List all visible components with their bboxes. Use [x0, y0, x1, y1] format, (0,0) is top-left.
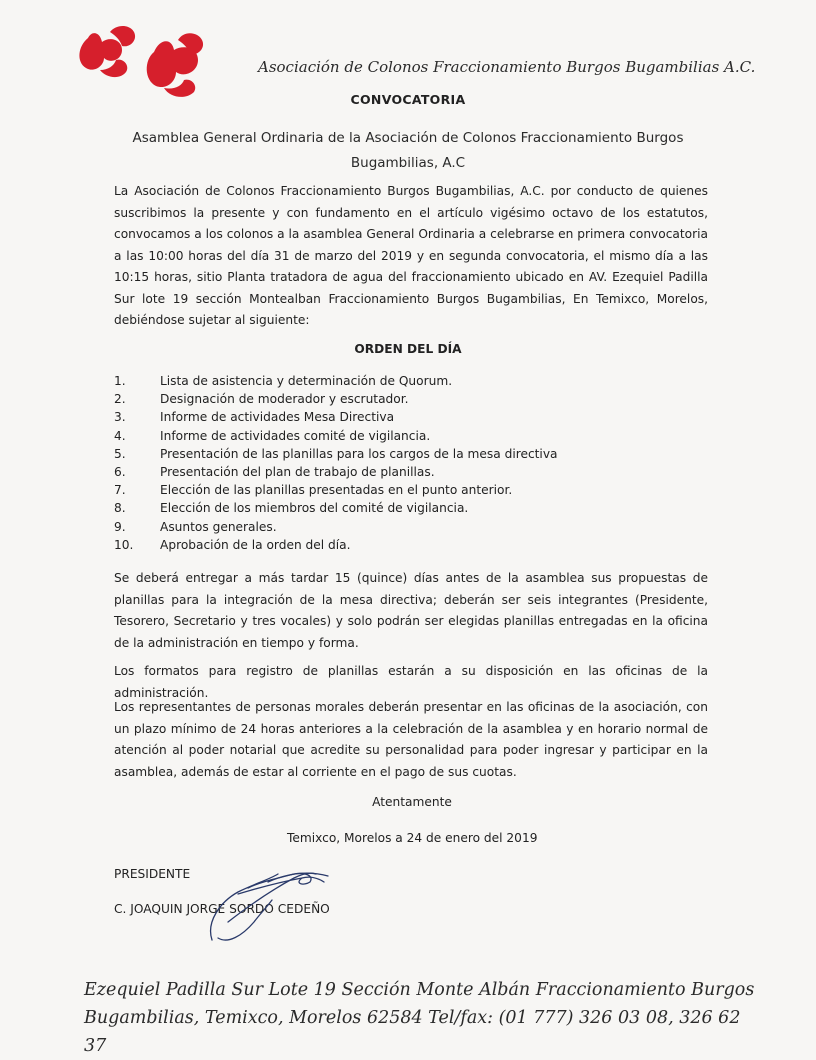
agenda-item — [114, 499, 634, 517]
footer-address — [84, 976, 764, 1060]
forms-paragraph: Los formatos para registro de planillas estarán a su disposición en las oficinas de la administración. — [114, 664, 708, 700]
document-subtitle — [120, 126, 696, 176]
agenda-item-text: Elección de las planillas presentadas en el punto anterior. — [160, 483, 513, 498]
submission-paragraph: Se deberá entregar a más tardar 15 (quince) días antes de la asamblea sus propuestas de planillas para la integración de la mesa directiva; deberán ser seis integrantes (Presidente, Tesorero, Secretario y tres vocales) y solo podrán ser elegidas planillas entregadas en la oficina de la administración en tiempo y forma. — [114, 571, 708, 650]
agenda-item-number: 4. — [114, 428, 126, 443]
intro-paragraph: La Asociación de Colonos Fraccionamiento Burgos Bugambilias, A.C. por conducto de quienes suscribimos la presente y con fundamento en el artículo vigésimo octavo de los estatutos, convocamos a los colonos a la asamblea General Ordinaria a celebrarse en primera convocatoria a las 10:00 horas del día 31 de marzo del 2019 y en segunda convocatoria, el mismo día a las 10:15 horas, sitio Planta tratadora de agua del fraccionamiento ubicado en AV. Ezequiel Padilla Sur lote 19 sección Montealban Fraccionamiento Burgos Bugambilias, En Temixco, Morelos, debiéndose sujetar al siguiente: — [114, 184, 708, 327]
agenda-item-number: 1. — [114, 374, 126, 388]
agenda-item — [114, 518, 634, 536]
agenda-item-text: Presentación de las planillas para los cargos de la mesa directiva — [160, 446, 558, 461]
agenda-item-number: 9. — [114, 519, 126, 534]
signer-role: PRESIDENTE — [114, 867, 191, 881]
footer-line: Ezequiel Padilla Sur Lote 19 Sección Monte Albán Fraccionamiento Burgos — [84, 980, 755, 1000]
closing-salutation: Atentamente — [372, 795, 452, 809]
subtitle-line: Asamblea General Ordinaria de la Asociación de Colonos Fraccionamiento Burgos — [132, 130, 684, 146]
agenda-item — [114, 427, 634, 445]
agenda-title: ORDEN DEL DÍA — [354, 342, 462, 356]
agenda-item-text: Designación de moderador y escrutador. — [160, 392, 409, 407]
footer-line: Bugambilias, Temixco, Morelos 62584 Tel/fax: (01 777) 326 03 08, 326 62 37 — [84, 1008, 741, 1056]
agenda-list — [114, 372, 634, 554]
signer-name: C. JOAQUIN JORGE SORDO CEDEÑO — [114, 902, 330, 916]
agenda-item-text: Informe de actividades Mesa Directiva — [160, 410, 395, 425]
agenda-item-text: Asuntos generales. — [160, 519, 277, 534]
agenda-item — [114, 372, 634, 390]
agenda-item — [114, 445, 634, 463]
place-and-date: Temixco, Morelos a 24 de enero del 2019 — [287, 831, 538, 845]
agenda-item-number: 5. — [114, 446, 126, 461]
agenda-item-number: 7. — [114, 483, 126, 498]
agenda-item-text: Lista de asistencia y determinación de Quorum. — [160, 374, 453, 388]
agenda-item-number: 10. — [114, 537, 134, 552]
agenda-item-number: 2. — [114, 392, 126, 407]
agenda-item-text: Informe de actividades comité de vigilancia. — [160, 428, 431, 443]
agenda-item — [114, 536, 634, 554]
agenda-item-number: 3. — [114, 410, 126, 425]
agenda-item — [114, 463, 634, 481]
agenda-item-text: Presentación del plan de trabajo de planillas. — [160, 464, 435, 479]
agenda-item — [114, 481, 634, 499]
agenda-item-number: 8. — [114, 501, 126, 516]
organization-name: Asociación de Colonos Fraccionamiento Burgos Bugambilias A.C. — [258, 58, 756, 76]
representatives-paragraph: Los representantes de personas morales deberán presentar en las oficinas de la asociación, con un plazo mínimo de 24 horas anteriores a la celebración de la asamblea y en horario normal de atención al poder notarial que acredite su personalidad para poder ingresar y participar en la asamblea, además de estar al corriente en el pago de sus cuotas. — [114, 700, 708, 779]
agenda-item-text: Elección de los miembros del comité de vigilancia. — [160, 501, 469, 516]
agenda-item-text: Aprobación de la orden del día. — [160, 537, 351, 552]
handwritten-signature-icon — [198, 852, 348, 952]
agenda-item — [114, 390, 634, 408]
document-title: CONVOCATORIA — [350, 92, 466, 107]
agenda-item — [114, 408, 634, 426]
agenda-item-number: 6. — [114, 464, 126, 479]
subtitle-line: Bugambilias, A.C — [350, 155, 466, 171]
